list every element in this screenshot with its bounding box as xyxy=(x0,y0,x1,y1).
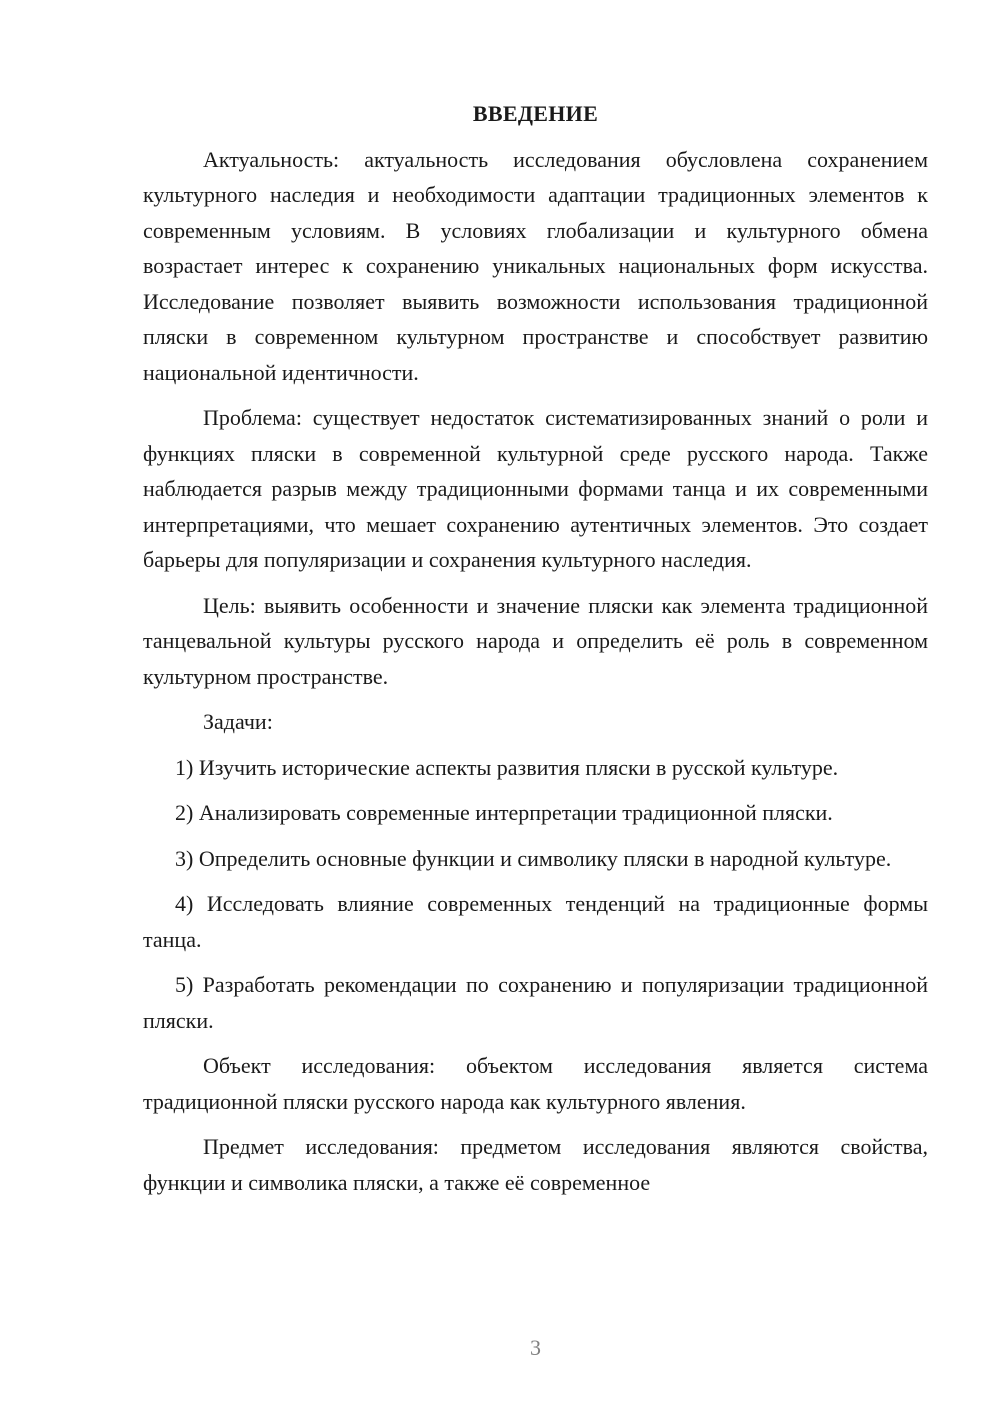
section-heading: ВВЕДЕНИЕ xyxy=(472,101,599,126)
paragraph-goal: Цель: выявить особенности и значение пляски как элемента традиционной танцевальной культуры русского народа и определить её роль в современном культурном пространстве. xyxy=(143,592,928,689)
task-item-4: 4) Исследовать влияние современных тенденций на традиционные формы танца. xyxy=(143,891,928,952)
paragraph-relevance: Актуальность: актуальность исследования обусловлена сохранением культурного наследия и необходимости адаптации традиционных элементов к современным условиям. В условиях глобализации и культурного обмена возрастает интерес к сохранению уникальных национальных форм искусства. Исследование позволяет выявить возможности использования традиционной пляски в современном культурном пространстве и способствует развитию национальной идентичности. xyxy=(143,146,928,385)
paragraph-tasks-heading: Задачи: xyxy=(203,709,273,734)
task-item-1: 1) Изучить исторические аспекты развития пляски в русской культуре. xyxy=(175,754,839,780)
task-item-3: 3) Определить основные функции и символику пляски в народной культуре. xyxy=(175,845,892,871)
paragraph-object: Объект исследования: объектом исследования является система традиционной пляски русского народа как культурного явления. xyxy=(143,1053,928,1114)
task-item-2: 2) Анализировать современные интерпретации традиционной пляски. xyxy=(175,800,833,825)
paragraph-problem: Проблема: существует недостаток систематизированных знаний о роли и функциях пляски в современной культурной среде русского народа. Также наблюдается разрыв между традиционными формами танца и их современными интерпретациями, что мешает сохранению аутентичных элементов. Это создает барьеры для популяризации и сохранения культурного наследия. xyxy=(143,405,928,572)
task-item-5: 5) Разработать рекомендации по сохранению и популяризации традиционной пляски. xyxy=(143,972,928,1033)
page-number: 3 xyxy=(530,1335,541,1360)
page-content xyxy=(143,96,928,1210)
paragraph-subject: Предмет исследования: предметом исследования являются свойства, функции и символика пляски, а также её современное xyxy=(143,1134,928,1195)
